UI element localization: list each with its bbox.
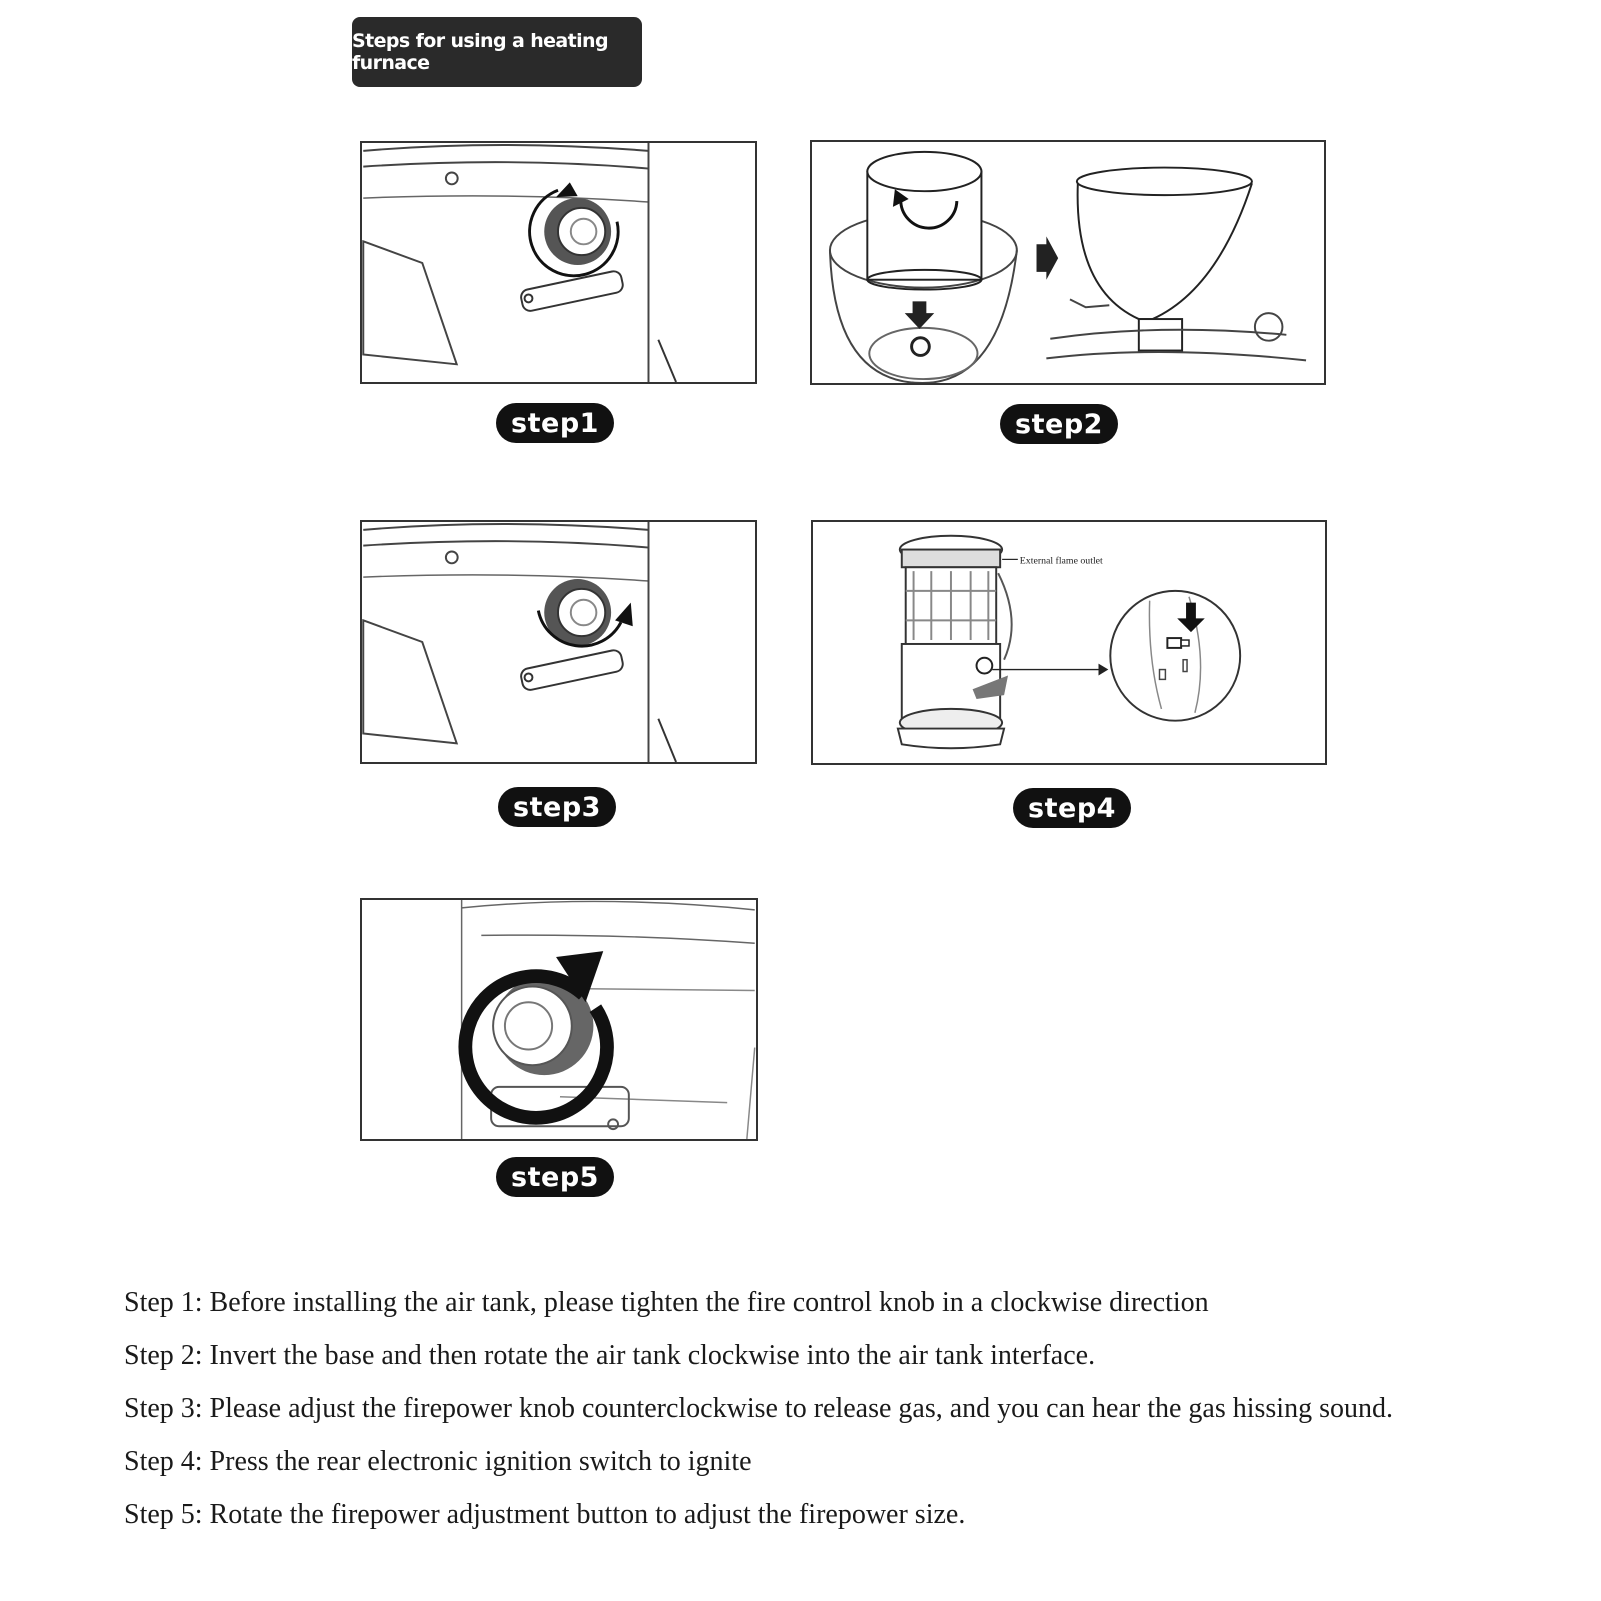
instruction-step2: Step 2: Invert the base and then rotate the air tank clockwise into the air tank interface. (124, 1340, 1096, 1371)
step4-illustration (811, 520, 1327, 765)
step1-label: step1 (496, 403, 614, 443)
instruction-step3: Step 3: Please adjust the firepower knob counterclockwise to release gas, and you can hear the gas hissing sound. (124, 1393, 1393, 1424)
step2-illustration (810, 140, 1326, 385)
step3-label: step3 (498, 787, 616, 827)
step4-label: step4 (1013, 788, 1131, 828)
external-flame-outlet-callout: External flame outlet (1019, 555, 1103, 567)
page-title: Steps for using a heating furnace (352, 17, 642, 87)
step1-illustration (360, 141, 757, 384)
step5-illustration (360, 898, 758, 1141)
instruction-step4: Step 4: Press the rear electronic ignition switch to ignite (124, 1446, 752, 1477)
firepower-adjust-illustration (362, 900, 756, 1139)
step3-illustration (360, 520, 757, 764)
knob-counterclockwise-illustration (362, 522, 755, 762)
step5-label: step5 (496, 1157, 614, 1197)
knob-clockwise-illustration (362, 143, 755, 382)
step2-label: step2 (1000, 404, 1118, 444)
instruction-step1: Step 1: Before installing the air tank, please tighten the fire control knob in a clockwise direction (124, 1287, 1209, 1318)
tank-install-illustration (812, 142, 1324, 383)
ignition-illustration (813, 522, 1325, 763)
instruction-step5: Step 5: Rotate the firepower adjustment button to adjust the firepower size. (124, 1499, 966, 1530)
instructions-list (124, 1276, 1584, 1541)
